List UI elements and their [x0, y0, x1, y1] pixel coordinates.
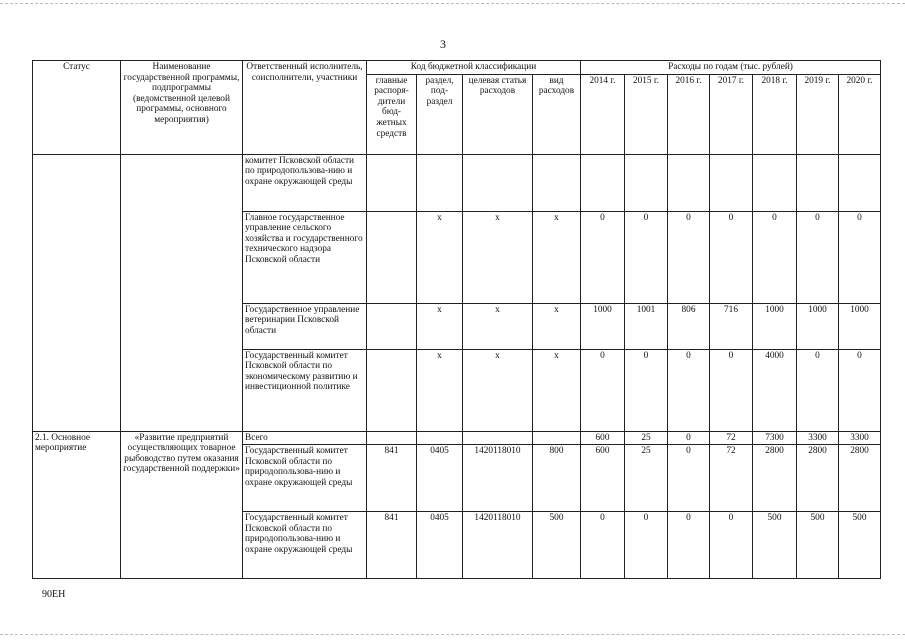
status-cell: 2.1. Основное мероприятие: [33, 431, 121, 579]
code-cell: 500: [533, 512, 581, 579]
value-cell: 1000: [753, 303, 797, 349]
header-year: 2014 г.: [581, 74, 625, 154]
code-cell: [367, 154, 417, 211]
code-cell: 841: [367, 445, 417, 512]
value-cell: 72: [710, 445, 753, 512]
value-cell: 25: [625, 445, 668, 512]
value-cell: 500: [839, 512, 881, 579]
value-cell: [581, 154, 625, 211]
value-cell: [625, 154, 668, 211]
value-cell: 716: [710, 303, 753, 349]
value-cell: 0: [797, 349, 839, 431]
value-cell: 806: [668, 303, 710, 349]
code-cell: [417, 431, 463, 445]
scan-edge-bottom: [0, 634, 905, 635]
value-cell: 2800: [753, 445, 797, 512]
code-cell: 841: [367, 512, 417, 579]
value-cell: 1000: [839, 303, 881, 349]
value-cell: 3300: [839, 431, 881, 445]
code-cell: х: [417, 303, 463, 349]
header-section: раздел, под-раздел: [417, 74, 463, 154]
value-cell: 1000: [581, 303, 625, 349]
value-cell: 0: [710, 512, 753, 579]
header-year: 2016 г.: [668, 74, 710, 154]
value-cell: 1001: [625, 303, 668, 349]
code-cell: [417, 154, 463, 211]
value-cell: [797, 154, 839, 211]
executor-cell: Государственный комитет Псковской области по природопользова-нию и охране окружающей среды: [243, 445, 367, 512]
header-executor: Ответственный исполнитель, соисполнители, участники: [243, 61, 367, 155]
value-cell: 0: [668, 445, 710, 512]
value-cell: 0: [668, 431, 710, 445]
value-cell: 0: [581, 349, 625, 431]
executor-cell: Государственный комитет Псковской области по природопользова-нию и охране окружающей среды: [243, 512, 367, 579]
header-expenses: Расходы по годам (тыс. рублей): [581, 61, 881, 75]
value-cell: 0: [581, 211, 625, 303]
header-year: 2017 г.: [710, 74, 753, 154]
header-main-manager: главные распоря-дители бюд-жетных средств: [367, 74, 417, 154]
value-cell: 500: [753, 512, 797, 579]
code-cell: 1420118010: [463, 512, 533, 579]
value-cell: 25: [625, 431, 668, 445]
value-cell: [839, 154, 881, 211]
value-cell: 2800: [839, 445, 881, 512]
code-cell: х: [463, 349, 533, 431]
value-cell: 4000: [753, 349, 797, 431]
header-target-article: целевая статья расходов: [463, 74, 533, 154]
code-cell: 0405: [417, 512, 463, 579]
header-budget-code: Код бюджетной классификации: [367, 61, 581, 75]
code-cell: [367, 303, 417, 349]
code-cell: 1420118010: [463, 445, 533, 512]
code-cell: [533, 431, 581, 445]
code-cell: [463, 154, 533, 211]
value-cell: 500: [797, 512, 839, 579]
value-cell: [710, 154, 753, 211]
value-cell: 0: [581, 512, 625, 579]
value-cell: 600: [581, 431, 625, 445]
status-cell: [33, 154, 121, 431]
executor-cell: Государственное управление ветеринарии Псковской области: [243, 303, 367, 349]
value-cell: 0: [839, 349, 881, 431]
code-cell: х: [463, 303, 533, 349]
code-cell: [367, 349, 417, 431]
value-cell: [753, 154, 797, 211]
code-cell: [367, 211, 417, 303]
executor-cell: Главное государственное управление сельского хозяйства и государственного технического надзора Псковской области: [243, 211, 367, 303]
code-cell: х: [417, 349, 463, 431]
code-cell: х: [533, 211, 581, 303]
code-cell: х: [417, 211, 463, 303]
value-cell: 0: [668, 349, 710, 431]
executor-cell: Всего: [243, 431, 367, 445]
value-cell: 0: [625, 349, 668, 431]
value-cell: 0: [668, 512, 710, 579]
value-cell: 0: [625, 512, 668, 579]
header-program-name: Наименование государственной программы, подпрограммы (ведомственной целевой программы, основного мероприятия): [121, 61, 243, 155]
value-cell: 0: [797, 211, 839, 303]
budget-table: [32, 60, 881, 579]
table-row: [33, 154, 881, 211]
code-cell: 0405: [417, 445, 463, 512]
header-year: 2018 г.: [753, 74, 797, 154]
value-cell: 7300: [753, 431, 797, 445]
value-cell: [668, 154, 710, 211]
value-cell: 600: [581, 445, 625, 512]
page-number: 3: [440, 37, 446, 51]
header-year: 2015 г.: [625, 74, 668, 154]
code-cell: х: [533, 303, 581, 349]
executor-cell: комитет Псковской области по природопользова-нию и охране окружающей среды: [243, 154, 367, 211]
code-cell: [463, 431, 533, 445]
program-name-cell: [121, 154, 243, 431]
program-name-cell: «Развитие предприятий осуществляющих товарное рыбоводство путем оказания государственной поддержки»: [121, 431, 243, 579]
executor-cell: Государственный комитет Псковской области по экономическому развитию и инвестиционной политике: [243, 349, 367, 431]
value-cell: 0: [753, 211, 797, 303]
code-cell: х: [463, 211, 533, 303]
code-cell: х: [533, 349, 581, 431]
value-cell: 1000: [797, 303, 839, 349]
value-cell: 3300: [797, 431, 839, 445]
header-year: 2019 г.: [797, 74, 839, 154]
header-year: 2020 г.: [839, 74, 881, 154]
header-row-1: [33, 61, 881, 75]
value-cell: 2800: [797, 445, 839, 512]
code-cell: 800: [533, 445, 581, 512]
value-cell: 0: [710, 211, 753, 303]
header-expense-type: вид расходов: [533, 74, 581, 154]
value-cell: 0: [710, 349, 753, 431]
table-row: [33, 431, 881, 445]
code-cell: [367, 431, 417, 445]
value-cell: 0: [625, 211, 668, 303]
value-cell: 0: [668, 211, 710, 303]
footer-code: 90EH: [42, 589, 66, 600]
value-cell: 0: [839, 211, 881, 303]
scan-edge-top: [0, 3, 905, 4]
code-cell: [533, 154, 581, 211]
header-status: Статус: [33, 61, 121, 155]
value-cell: 72: [710, 431, 753, 445]
